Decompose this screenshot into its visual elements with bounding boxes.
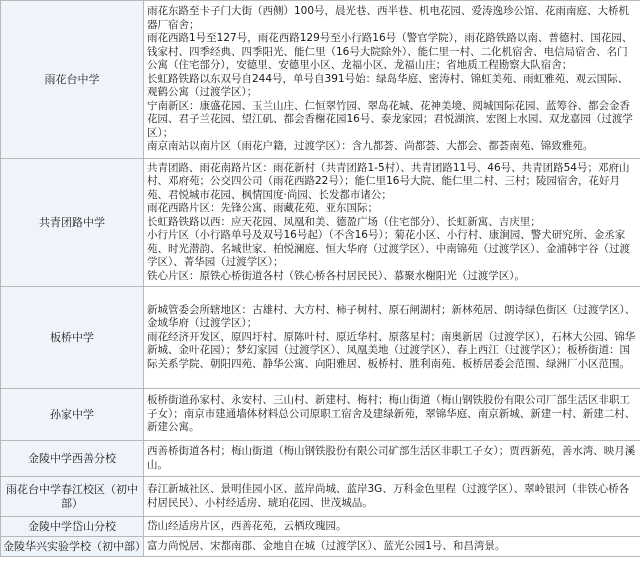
area-line: 西善桥街道各村；梅山街道（梅山钢铁股份有限公司矿部生活区非职工子女）；贾西新苑，善水湾、映月溪山。 — [147, 445, 636, 471]
area-line: 雨花西路1号至127号，雨花西路129号至小行路16号（警官学院），雨花路铁路以南、普德村、国花园、钱家村、四季经典、四季阳光、能仁里（16号大院除外）、能仁里一村、二化机宿舍、电信局宿舍、名门公寓（住宅部分），安德里、安德里小区、龙福小区、龙福山庄；省地质工程勘察大队宿舍； — [147, 32, 633, 72]
area-line: 岱山经适房片区，西善花苑，云栖玫瑰园。 — [147, 519, 347, 532]
district-area-cell — [144, 441, 640, 477]
district-area-cell — [144, 389, 640, 441]
area-line: 雨花东路至卡子门大街（西侧）100号，晨光巷、西半巷、机电花园、爱涛逸珍公馆、花雨南庭、大桥机器厂宿舍； — [147, 5, 630, 31]
table-row — [1, 287, 640, 389]
area-line: 铁心片区：原铁心桥街道各村（铁心桥各村居民民）、慕聚水榭阳光（过渡学区）。 — [147, 269, 525, 282]
area-line: 共青团路、雨花南路片区：雨花新村（共青团路1-5村）、共青团路11号、46号、共青团路54号；邓府山村、邓府苑；公交四公司（雨花西路22号）；能仁里16号大院、能仁里二村、三村；陵园宿舍，花好月苑、君悦城市花园、枫情国度·尚园、长发都市诸公； — [147, 161, 630, 201]
area-line: 南京南站以南片区（雨花户籍，过渡学区）：含九都荟、尚都荟、大都会、都荟南苑、锦致雅苑。 — [147, 140, 594, 153]
district-area-cell — [144, 287, 640, 389]
area-line: 新城管委会所辖地区：古雄村、大方村、柿子树村、原石闸湖村；新林苑居、朗诗绿色街区（过渡学区）、金域华府（过渡学区）； — [147, 303, 636, 330]
area-line: 长虹路铁路以东双号自244号，单号自391号始：绿岛华庭、密涛村、锦虹美苑、雨虹雅苑、观云国际、观鹤公寓（过渡学区）； — [147, 72, 629, 99]
table-row — [1, 517, 640, 537]
school-name-cell: 金陵中学西善分校 — [1, 441, 144, 477]
area-line: 春江新城社区、景明佳园小区、蓝岸尚城、蓝岸3G、万科金色里程（过渡学区）、翠岭银河（非铁心桥各村居民民）、小村经适房、琥珀花园、世茂城品。 — [147, 483, 630, 509]
area-line: 小行片区（小行路单号及双号16号起）（不含16号）；菊花小区、小行村、康涧园、警犬研究所、金丞家苑、时光潜韵、名城世家、柏悦澜庭、恒大华府（过渡学区）、中南锦苑（过渡学区）、金浦韩宇谷（过渡学区）、菁华园（过渡学区）； — [147, 229, 630, 269]
school-name-cell: 共青团路中学 — [1, 159, 144, 287]
district-area-cell — [144, 159, 640, 287]
school-name-cell: 板桥中学 — [1, 287, 144, 389]
table-row — [1, 1, 640, 159]
table-row — [1, 477, 640, 517]
district-area-cell — [144, 1, 640, 159]
school-name-cell: 金陵中学岱山分校 — [1, 517, 144, 537]
district-area-cell — [144, 517, 640, 537]
area-line: 雨花西路片区：先锋公寓、雨藏花苑、亚东国际； — [147, 202, 378, 215]
area-line: 板桥街道孙家村、永安村、三山村、新建村、梅村；梅山街道（梅山钢铁股份有限公司厂部生活区非职工子女）；南京市建通墙体材料总公司原职工宿舍及建绿新苑，翠锦华庭、南京新城、新建一村、新建二村、新建公寓。 — [147, 394, 636, 434]
area-line: 雨花经济开发区，原四圩村、原陈叶村、原近华村、原落星村；南奥新居（过渡学区），石林大公园、锦华新城、金叶花园）；梦幻家园（过渡学区）、凤凰美地（过渡学区）、春上西江（过渡学区）；板桥街道：国际关系学院、朝阳四苑、静华公寓、向阳雅居、板桥村、胜利南苑、板桥居委会范围、绿洲厂小区范围。 — [147, 330, 636, 370]
table-row — [1, 441, 640, 477]
table-row — [1, 537, 640, 557]
school-name-cell: 孙家中学 — [1, 389, 144, 441]
school-name-cell: 金陵华兴实验学校（初中部） — [1, 537, 144, 557]
district-area-cell — [144, 477, 640, 517]
area-line: 宁南新区：康盛花园、玉兰山庄、仁恒翠竹园、翠岛花城、花神美境、阅城国际花园、蓝筹谷、都会金香花园、君子兰花园、望江矶、都会香榭花园16号、泰龙家园；君悦湖滨、宏图上水园、双龙嘉园（过渡学区）； — [147, 99, 633, 139]
school-name-cell: 雨花台中学 — [1, 1, 144, 159]
table-row — [1, 159, 640, 287]
area-line: 长虹路铁路以西：应天花园、凤凰和美、德盈广场（住宅部分）、长虹新寓、吉庆里； — [147, 215, 541, 228]
table-row — [1, 389, 640, 441]
school-name-cell: 雨花台中学春江校区（初中部） — [1, 477, 144, 517]
district-area-cell — [144, 537, 640, 557]
area-line: 富力尚悦居、宋都南郡、金地自在城（过渡学区）、蓝光公园1号、和昌湾景。 — [147, 539, 506, 552]
